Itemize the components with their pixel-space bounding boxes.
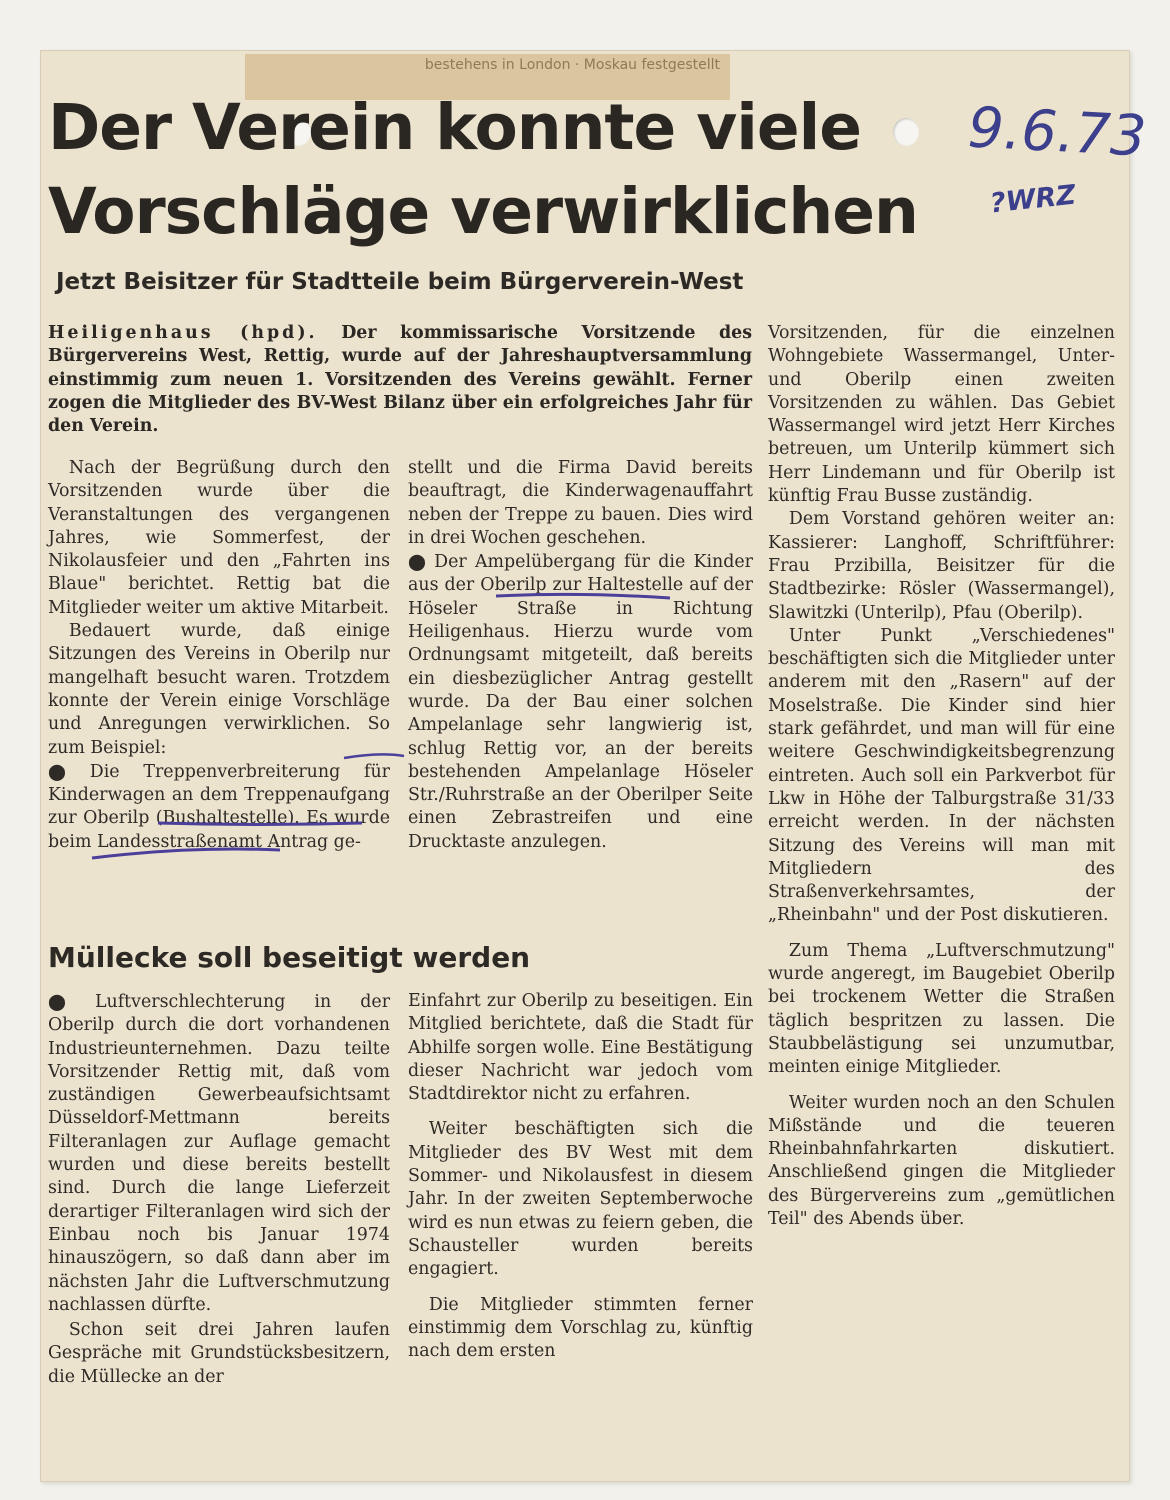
headline-line-2: Vorschläge verwirklichen	[48, 175, 918, 248]
column-3	[768, 322, 1115, 1231]
bullet-paragraph	[408, 550, 753, 854]
paragraph-text: Luftverschlechterung in der Oberilp durch die dort vorhandenen Industrieunternehmen. Dazu teilte Vorsitzender Rettig mit, daß vom zuständigen Gewerbeaufsichtsamt Düsseldorf-Mettmann bereits Filteranlagen zur Auflage gemacht wurden und diese bereits bestellt sind. Durch die lange Lieferzeit derartiger Filteranlagen wird sich der Einbau noch bis Januar 1974 hinauszögern, so daß dann aber im nächsten Jahr die Luftverschmutzung nachlassen dürfte.	[48, 992, 391, 1315]
paragraph: Vorsitzenden, für die einzelnen Wohngebiete Wassermangel, Unter- und Oberilp einen zweiten Vorsitzenden zu wählen. Das Gebiet Wassermangel wird jetzt Herr Kirches betreuen, um Unterilp kümmert sich Herr Lindemann und für Oberilp ist künftig Frau Busse zuständig.	[768, 323, 1115, 507]
paragraph: Schon seit drei Jahren laufen Gespräche mit Grundstücksbesitzern, die Müllecke an der	[48, 1320, 390, 1387]
paragraph-text: Der Ampelübergang für die Kinder aus der Oberilp zur Haltestelle auf der Höseler Straße in Richtung Heiligenhaus. Hierzu wurde vom Ordnungsamt mitgeteilt, daß bereits ein diesbezüglicher Antrag gestellt wurde. Da der Bau einer solchen Ampelanlage sehr langwierig ist, schlug Rettig vor, an der bereits bestehenden Ampelanlage Höseler Str./Ruhrstraße an der Oberilper Seite einen Zebrastreifen und eine Drucktaste anzulegen.	[408, 552, 753, 852]
headline-line-1: Der Verein konnte viele	[48, 91, 861, 164]
handwritten-code: ?WRZ	[988, 179, 1078, 220]
bullet-icon: ⬤	[48, 761, 66, 781]
paragraph: Weiter beschäftigten sich die Mitglieder des BV West mit dem Sommer- und Nikolausfest in diesem Jahr. In der zweiten Septemberwoche wird es nun etwas zu feiern geben, die Schausteller wurden bereits engagiert.	[408, 1119, 753, 1280]
tape-bleed-text: bestehens in London · Moskau festgestellt	[424, 57, 720, 73]
lead-text: Der kommissarische Vorsitzende des Bürgervereins West, Rettig, wurde auf der Jahreshauptversammlung einstimmig zum neuen 1. Vorsitzenden des Vereins gewählt. Ferner zogen die Mitglieder des BV-West Bilanz über ein erfolgreiches Jahr für den Verein.	[48, 323, 752, 437]
handwritten-date: 9.6.73	[966, 95, 1148, 170]
column-2-top	[408, 457, 753, 854]
paragraph: Nach der Begrüßung durch den Vorsitzenden wurde über die Veranstaltungen des vergangenen Jahres, wie Sommerfest, der Nikolausfeier und den „Fahrten ins Blaue" berichtet. Rettig bat die Mitglieder weiter um aktive Mitarbeit.	[48, 458, 390, 618]
bullet-paragraph	[48, 990, 390, 1317]
lead-paragraph	[48, 322, 752, 438]
column-1-top	[48, 457, 390, 854]
section-heading: Müllecke soll beseitigt werden	[48, 941, 531, 974]
bullet-icon: ⬤	[48, 992, 66, 1011]
bullet-icon: ⬤	[408, 552, 426, 572]
paragraph: Einfahrt zur Oberilp zu beseitigen. Ein Mitglied berichtete, daß die Stadt für Abhilfe sorgen wolle. Eine Bestätigung dieser Nachricht war jedoch vom Stadtdirektor nicht zu erfahren.	[408, 991, 753, 1105]
column-2-bottom	[408, 990, 753, 1363]
paragraph: stellt und die Firma David bereits beauftragt, die Kinderwagenauffahrt neben der Treppe zu bauen. Dies wird in drei Wochen geschehen.	[408, 458, 753, 548]
paragraph: Dem Vorstand gehören weiter an: Kassierer: Langhoff, Schriftführer: Frau Przibilla, Beisitzer für die Stadtbezirke: Rösler (Wassermangel), Slawitzki (Unterilp), Pfau (Oberilp).	[768, 509, 1115, 623]
paragraph: Bedauert wurde, daß einige Sitzungen des Vereins in Oberilp nur mangelhaft besucht waren. Trotzdem konnte der Verein einige Vorschläge und Anregungen verwirklichen. So zum Beispiel:	[48, 621, 390, 758]
paragraph: Unter Punkt „Verschiedenes" beschäftigten sich die Mitglieder unter anderem mit den „Rasern" auf der Moselstraße. Die Kinder sind hier stark gefährdet, und man will für eine weitere Geschwindigkeitsbegrenzung eintreten. Auch soll ein Parkverbot für Lkw in Höhe der Talburgstraße 31/33 erreicht werden. In der nächsten Sitzung des Vereins will man mit Mitgliedern des Straßenverkehrsamtes, der „Rheinbahn" und der Post diskutieren.	[768, 625, 1115, 926]
paragraph: Die Mitglieder stimmten ferner einstimmig dem Vorschlag zu, künftig nach dem ersten	[408, 1294, 753, 1362]
paragraph-text: Die Treppenverbreiterung für Kinderwagen an dem Treppenaufgang zur Oberilp (Bushaltestelle). Es wurde beim Landesstraßenamt Antrag ge-	[48, 761, 390, 852]
dateline: Heiligenhaus (hpd).	[48, 323, 318, 343]
paragraph: Zum Thema „Luftverschmutzung" wurde angeregt, im Baugebiet Oberilp bei trockenem Wetter die Straßen täglich bespritzen zu lassen. Die Staubbelästigung sei unzumutbar, meinten einige Mitglieder.	[768, 940, 1115, 1078]
headline	[48, 86, 998, 254]
subheadline: Jetzt Beisitzer für Stadtteile beim Bürgerverein-West	[56, 269, 744, 295]
column-1-bottom	[48, 990, 390, 1389]
paragraph: Weiter wurden noch an den Schulen Mißstände und die teueren Rheinbahnfahrkarten diskutiert. Anschließend gingen die Mitglieder des Bürgervereins zum „gemütlichen Teil" des Abends über.	[768, 1092, 1115, 1229]
bullet-paragraph	[48, 760, 390, 854]
